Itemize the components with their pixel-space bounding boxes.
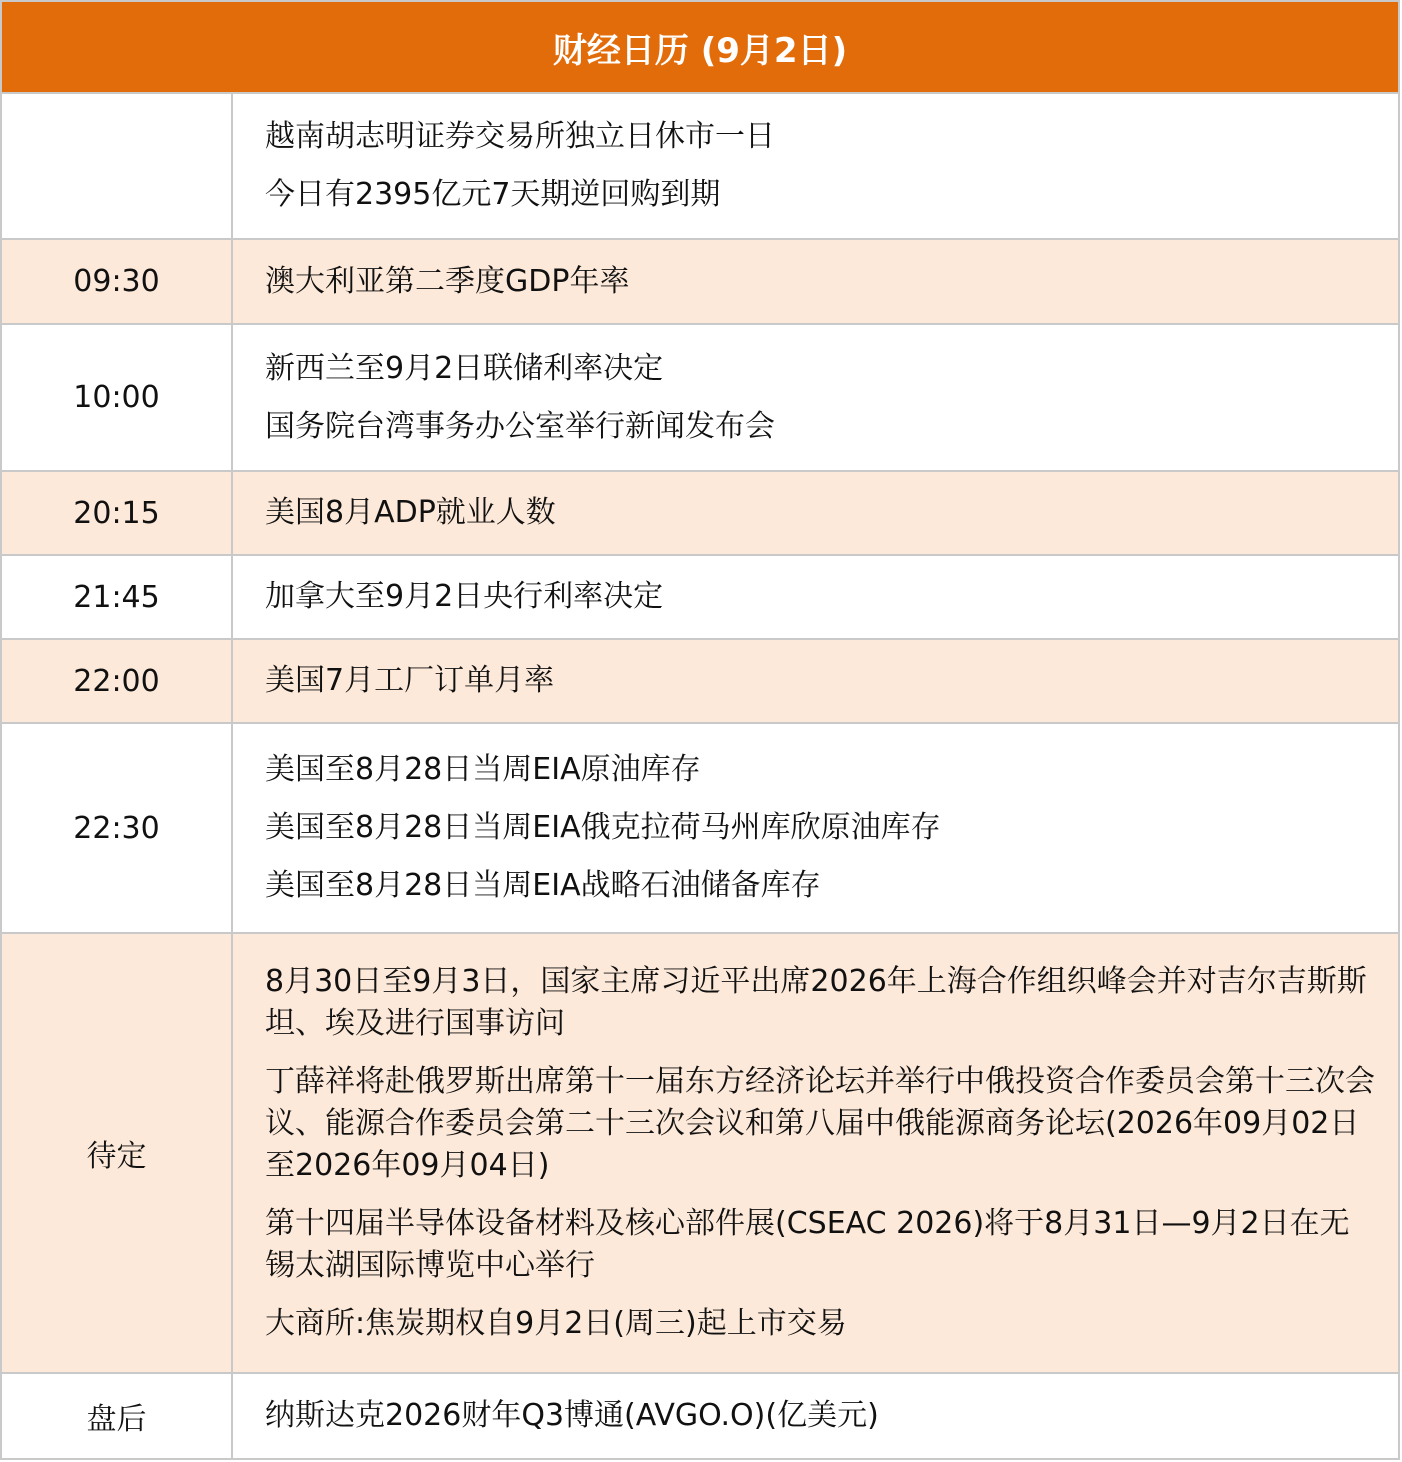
- event-text: 加拿大至9月2日央行利率决定: [265, 579, 664, 614]
- time-cell: 20:15: [2, 472, 233, 554]
- events-cell: [233, 556, 1398, 638]
- event-text: 丁薛祥将赴俄罗斯出席第十一届东方经济论坛并举行中俄投资合作委员会第十三次会议、能源合作委员会第二十三次会议和第八届中俄能源商务论坛(2026年09月02日至2026年09月04日): [265, 1064, 1375, 1183]
- events-cell: [233, 94, 1398, 238]
- event-text: 美国至8月28日当周EIA原油库存: [265, 752, 701, 787]
- event-text: 澳大利亚第二季度GDP年率: [265, 263, 630, 299]
- events-cell: [233, 472, 1398, 554]
- table-row: [2, 556, 1398, 640]
- time-cell: [2, 94, 233, 238]
- time-cell: 21:45: [2, 556, 233, 638]
- table-row: [2, 325, 1398, 472]
- event-text: 美国至8月28日当周EIA俄克拉荷马州库欣原油库存: [265, 810, 941, 845]
- event-text: 新西兰至9月2日联储利率决定: [265, 350, 664, 386]
- time-cell: 10:00: [2, 325, 233, 470]
- calendar-title: 财经日历 (9月2日): [2, 2, 1398, 94]
- time-cell: 22:30: [2, 724, 233, 932]
- events-cell: [233, 325, 1398, 470]
- event-text: 第十四届半导体设备材料及核心部件展(CSEAC 2026)将于8月31日—9月2日在无锡太湖国际博览中心举行: [265, 1206, 1350, 1283]
- table-row: [2, 724, 1398, 934]
- event-text: 大商所:焦炭期权自9月2日(周三)起上市交易: [265, 1306, 847, 1341]
- events-cell: [233, 1374, 1398, 1458]
- events-cell: [233, 640, 1398, 722]
- table-row: [2, 240, 1398, 325]
- event-text: 8月30日至9月3日，国家主席习近平出席2026年上海合作组织峰会并对吉尔吉斯斯坦、埃及进行国事访问: [265, 964, 1367, 1041]
- table-row: [2, 640, 1398, 724]
- event-text: 美国7月工厂订单月率: [265, 663, 555, 698]
- time-cell: 待定: [2, 934, 233, 1372]
- events-cell: [233, 934, 1398, 1372]
- event-text: 美国8月ADP就业人数: [265, 495, 556, 530]
- event-text: 美国至8月28日当周EIA战略石油储备库存: [265, 868, 821, 903]
- table-row: [2, 94, 1398, 240]
- time-cell: 09:30: [2, 240, 233, 323]
- events-cell: [233, 240, 1398, 323]
- events-cell: [233, 724, 1398, 932]
- event-text: 国务院台湾事务办公室举行新闻发布会: [265, 408, 775, 444]
- time-cell: 盘后: [2, 1374, 233, 1458]
- time-cell: 22:00: [2, 640, 233, 722]
- table-row: [2, 1374, 1398, 1458]
- event-text: 纳斯达克2026财年Q3博通(AVGO.O)(亿美元): [265, 1398, 879, 1433]
- table-row: [2, 472, 1398, 556]
- table-row: [2, 934, 1398, 1374]
- event-text: 今日有2395亿元7天期逆回购到期: [265, 177, 721, 212]
- event-text: 越南胡志明证券交易所独立日休市一日: [265, 119, 775, 154]
